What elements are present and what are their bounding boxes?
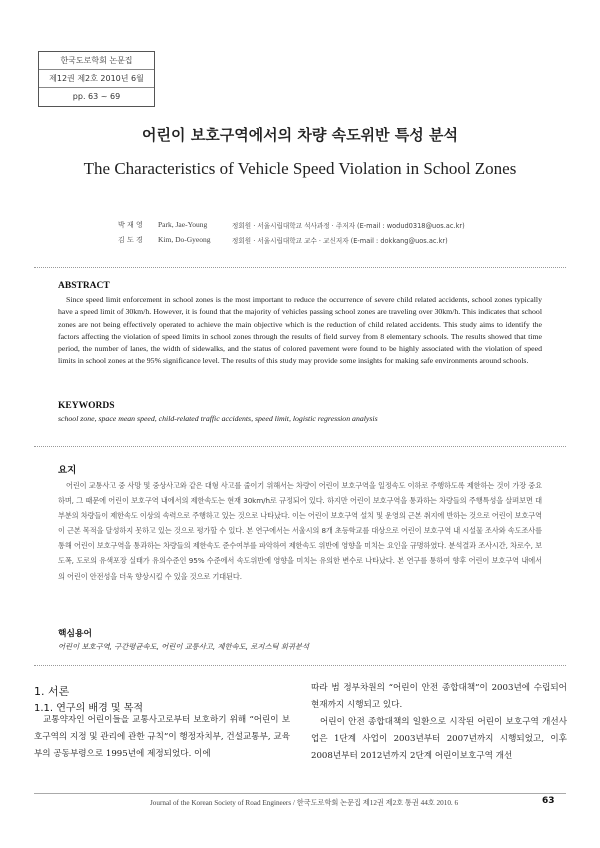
author-affiliation: 정회원 · 서울시립대학교 석사과정 · 주저자 (E-mail : wodud0318@uos.ac.kr): [232, 222, 465, 230]
author-affiliation: 정회원 · 서울시립대학교 교수 · 교신저자 (E-mail : dokkang@uos.ac.kr): [232, 237, 448, 245]
abstract-text: Since speed limit enforcement in school zones is the most important to reduce the occurrence of severe child related accidents, school zones typically have a speed limit of 30km/h. However, it is found that the majority of vehicles passing school zones are traveling over 30km/h. This indicates that school zones are not being effectively operated to achieve the main objective which is the reduction of child related accidents. This study aims to identify the factors affecting the violation of speed limits in school zones through the results of field survey from 8 elementary schools. The results showed that time period, the number of lanes, the width of sidewalks, and the status of colored pavement were found to be highly associated with the violation of speed limits in school zones at the 95% significance level. The results of this study may provide some insights for making safe environments around schools.: [58, 295, 542, 366]
title-korean: 어린이 보호구역에서의 차량 속도위반 특성 분석: [142, 126, 458, 144]
divider: [34, 446, 566, 447]
abstract-heading: ABSTRACT: [58, 281, 110, 291]
body-paragraph: 따라 범 정부차원의 “어린이 안전 종합대책”이 2003년에 수립되어 현재까지 시행되고 있다.: [311, 683, 567, 710]
body-paragraph: 어린이 안전 종합대책의 일환으로 시작된 어린이 보호구역 개선사업은 1단계 사업이 2003년부터 2007년까지 시행되었고, 이후 2008년부터 2012년까지 2단계 어린이보호구역 개선: [311, 716, 567, 761]
keywords-heading: KEYWORDS: [58, 401, 115, 411]
page-number: 63: [542, 796, 555, 806]
journal-name: 한국도로학회 논문집: [39, 52, 154, 70]
footer-citation: Journal of the Korean Society of Road Engineers / 한국도로학회 논문집 제12권 제2호 통권 44호 2010. 6: [150, 799, 459, 807]
journal-info-box: [38, 51, 155, 107]
subsection-heading: 1.1. 연구의 배경 및 목적: [34, 703, 144, 714]
author-row: [118, 220, 568, 234]
body-paragraph: 교통약자인 어린이들을 교통사고로부터 보호하기 위해 “어린이 보호구역의 지정 및 관리에 관한 규칙”이 행정자치부, 건설교통부, 교육부의 공동부령으로 1995년에 제정되었다. 이에: [34, 715, 290, 759]
body-column-right: [311, 680, 567, 765]
journal-pages: pp. 63 ~ 69: [72, 92, 121, 101]
divider: [34, 267, 566, 268]
korean-abstract-heading: 요지: [58, 465, 77, 476]
korean-keywords-heading: 핵심용어: [58, 629, 92, 639]
body-column-left: [34, 712, 290, 763]
footer-rule: [34, 793, 566, 794]
korean-abstract-text: 어린이 교통사고 중 사망 및 중상사고와 같은 대형 사고를 줄이기 위해서는 차량이 어린이 보호구역을 일정속도 이하로 주행하도록 제한하는 것이 가장 중요하며, 그 때문에 어린이 보호구역 내에서의 제한속도는 현재 30km/h로 규정되어 있다. 하지만 어린이 보호구역을 통과하는 차량들의 주행특성을 살펴보면 대부분의 차량들이 제한속도 이상의 속력으로 주행하고 있는 것으로 나타났다. 이는 어린이 보호구역 설치 및 운영의 근본 취지에 반하는 것으로 어린이 보호구역이 근본 목적을 달성하지 못하고 있는 것으로 평가할 수 있다. 본 연구에서는 서울시의 8개 초등학교를 대상으로 어린이 보호구역 내 시설물 조사와 속도조사를 통해 어린이 보호구역을 통과하는 차량들의 제한속도 준수여부를 파악하여 제한속도 위반에 영향을 미치는 요인을 규명하였다. 분석결과 조사시간, 차로수, 보도폭, 도로의 유색포장 실태가 유의수준인 95% 수준에서 속도위반에 영향을 미치는 유의한 변수로 나타났다. 본 연구를 통하여 향후 어린이 보호구역 내에서의 어린이 안전성을 더욱 향상시킬 수 있을 것으로 기대된다.: [58, 481, 542, 581]
korean-keywords-text: 어린이 보호구역, 구간평균속도, 어린이 교통사고, 제한속도, 로지스틱 회귀분석: [58, 642, 310, 651]
divider: [34, 665, 566, 666]
author-row: [118, 235, 568, 249]
author-name-english: Park, Jae-Young: [158, 220, 208, 229]
title-english: The Characteristics of Vehicle Speed Violation in School Zones: [83, 159, 517, 178]
author-name-english: Kim, Do-Gyeong: [158, 235, 211, 244]
keywords-text: school zone, space mean speed, child-related traffic accidents, speed limit, logistic regression analysis: [58, 414, 378, 423]
journal-issue: 제12권 제2호 2010년 6월: [39, 70, 154, 88]
author-name-korean: 박 재 영: [118, 221, 143, 229]
author-name-korean: 김 도 경: [118, 236, 143, 244]
section-heading: 1. 서론: [34, 685, 70, 698]
